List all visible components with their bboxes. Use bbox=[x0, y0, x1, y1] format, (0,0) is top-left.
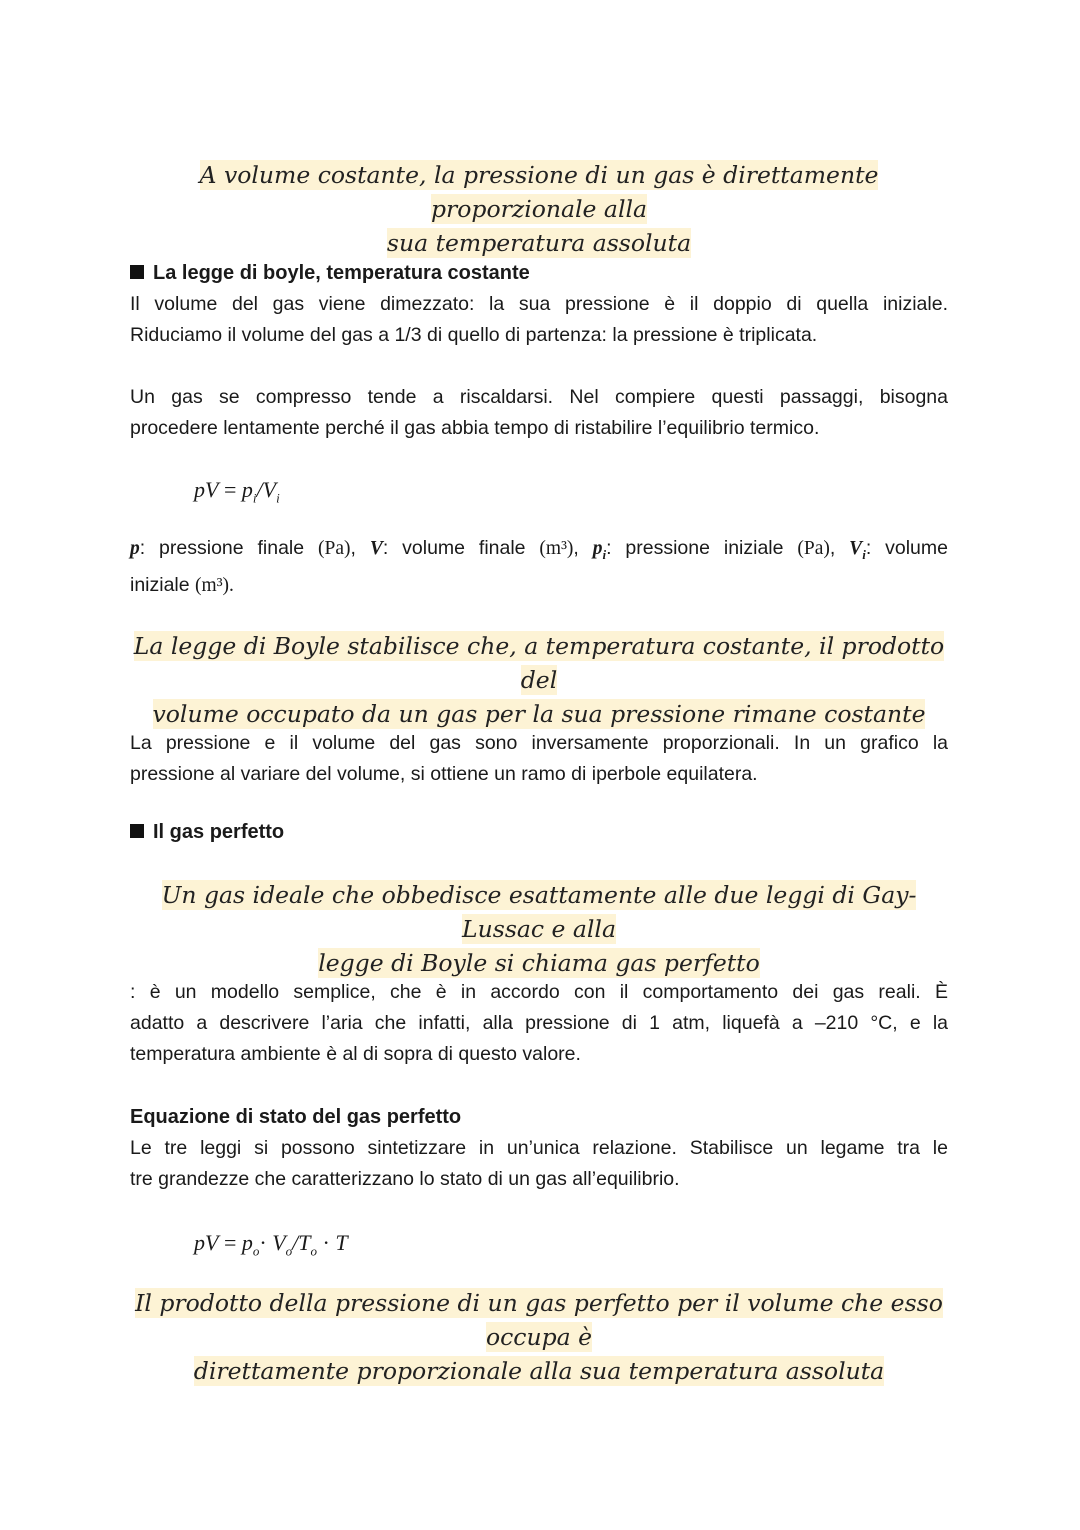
highlighted-quote bbox=[130, 158, 948, 260]
highlighted-quote bbox=[130, 878, 948, 980]
quote-line: legge di Boyle si chiama gas perfetto bbox=[318, 949, 760, 977]
variable-legend: p: pressione finale (Pa), V: volume finale (m³), $p_i$: pressione iniziale (Pa), $V_i$: volume iniziale (m³). bbox=[130, 537, 948, 596]
bullet-square-icon bbox=[130, 265, 144, 279]
quote-line: Il prodotto della pressione di un gas perfetto per il volume che esso occupa è bbox=[135, 1289, 943, 1351]
section-heading-boyle: La legge di boyle, temperatura costante bbox=[130, 258, 948, 288]
quote-line: Un gas ideale che obbedisce esattamente alle due leggi di Gay-Lussac e alla bbox=[161, 881, 917, 943]
quote-line: sua temperatura assoluta bbox=[386, 229, 692, 257]
highlighted-quote bbox=[130, 629, 948, 731]
quote-line: direttamente proporzionale alla sua temperatura assoluta bbox=[193, 1357, 885, 1385]
quote-line: volume occupato da un gas per la sua pressione rimane costante bbox=[152, 700, 926, 728]
paragraph: Le tre leggi si possono sintetizzare in un’unica relazione. Stabilisce un legame tra le tre grandezze che caratterizzano lo stato di un gas all’equilibrio. bbox=[130, 1137, 948, 1190]
bullet-square-icon bbox=[130, 824, 144, 838]
paragraph: : è un modello semplice, che è in accordo con il comportamento dei gas reali. È adatto a descrivere l’aria che infatti, alla pressione di 1 atm, liquefà a –210 °C, e la temperatura ambiente è al di sopra di questo valore. bbox=[130, 981, 948, 1065]
quote-line: La legge di Boyle stabilisce che, a temperatura costante, il prodotto del bbox=[133, 632, 945, 694]
formula-state-equation: pV = $p_o\cdot V_o/T_o \cdot T$ bbox=[194, 1230, 348, 1259]
formula-boyle: pV = $p_i/V_i$ bbox=[194, 477, 280, 506]
paragraph: La pressione e il volume del gas sono inversamente proporzionali. In un grafico la pressione al variare del volume, si ottiene un ramo di iperbole equilatera. bbox=[130, 732, 948, 785]
section-heading-state-equation: Equazione di stato del gas perfetto bbox=[130, 1106, 462, 1128]
section-heading-perfect-gas: Il gas perfetto bbox=[130, 817, 948, 847]
highlighted-quote bbox=[130, 1286, 948, 1388]
paragraph: Il volume del gas viene dimezzato: la sua pressione è il doppio di quella iniziale. Riduciamo il volume del gas a 1/3 di quello di partenza: la pressione è triplicata. bbox=[130, 293, 948, 346]
paragraph: Un gas se compresso tende a riscaldarsi. Nel compiere questi passaggi, bisogna procedere lentamente perché il gas abbia tempo di ristabilire l’equilibrio termico. bbox=[130, 386, 948, 439]
quote-line: A volume costante, la pressione di un gas è direttamente proporzionale alla bbox=[199, 161, 879, 223]
